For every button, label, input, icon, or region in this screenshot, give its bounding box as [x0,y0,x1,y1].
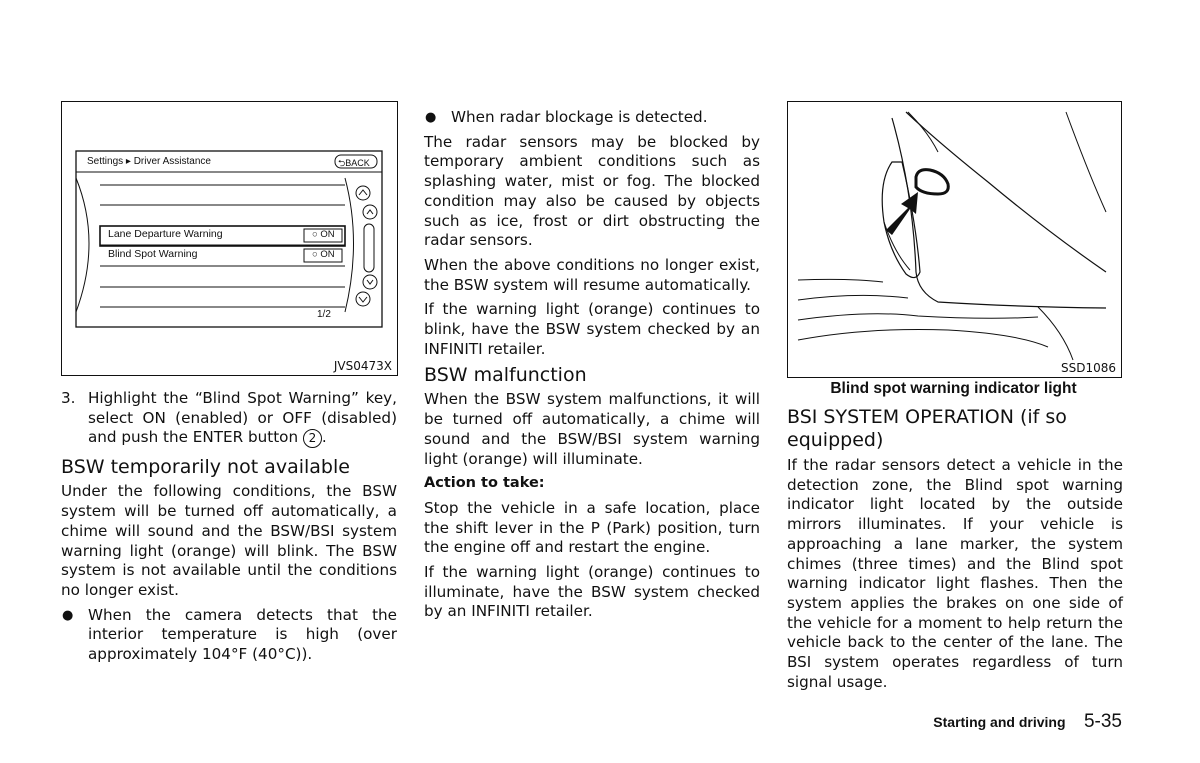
paragraph: Under the following conditions, the BSW system will be turned off automatically, a chime will sound and the BSW/BSI system warning light (orange) will blink. The BSW system is not available until the conditions no longer exist. [61,482,397,599]
bullet-item [424,108,760,128]
enter-button-callout: 2 [303,429,322,448]
paragraph: If the radar sensors detect a vehicle in the detection zone, the Blind spot warning indicator light located by the outside mirrors illuminates. If your vehicle is approaching a lane marker, the system chimes (three times) and the Blind spot warning indicator light flashes. Then the system applies the brakes on one side of the vehicle for a moment to help return the vehicle back to the center of the lane. The BSI system operates regardless of turn signal usage. [787,456,1123,691]
paragraph: If the warning light (orange) continues to blink, have the BSW system checked by an INFINITI retailer. [424,300,760,358]
screen-breadcrumb: Settings ▸ Driver Assistance [87,156,211,167]
bullet-icon: ● [62,607,74,623]
scroll-down-icon[interactable] [363,275,377,289]
bullet-text: When radar blockage is detected. [451,108,708,126]
blind-spot-toggle-label: ○ ON [312,249,335,260]
mirror-illustration [788,102,1121,377]
bullet-text: When the camera detects that the interior temperature is high (over approximately 104°F (40°C)). [88,605,397,664]
indicator-light-figure [787,101,1122,378]
blind-spot-row-label[interactable]: Blind Spot Warning [108,248,198,260]
section-heading: BSW temporarily not available [61,456,350,479]
scroll-bottom-icon[interactable] [356,292,370,306]
bullet-icon: ● [425,110,437,125]
lane-departure-row-label[interactable]: Lane Departure Warning [108,228,223,240]
middle-column [424,108,760,627]
back-arrow-icon: ⮌ [338,158,346,168]
section-heading: BSW malfunction [424,364,587,387]
step-text: Highlight the “Blind Spot Warning” key, select ON (enabled) or OFF (disabled) and push the ENTER button [88,389,397,447]
scroll-up-icon[interactable] [363,205,377,219]
figure-caption: Blind spot warning indicator light [830,380,1077,397]
paragraph: If the warning light (orange) continues to illuminate, have the BSW system checked by an INFINITI retailer. [424,563,760,621]
step-number: 3. [61,389,76,407]
indicator-light-icon [916,170,948,194]
paragraph: When the above conditions no longer exist, the BSW system will resume automatically. [424,255,760,294]
indicator-dot-icon: ○ [312,249,321,260]
paragraph: Stop the vehicle in a safe location, place the shift lever in the P (Park) position, turn the engine off and restart the engine. [424,498,760,557]
lane-departure-toggle-label: ○ ON [312,229,335,240]
page-number: 5-35 [1083,711,1122,732]
section-heading: BSI SYSTEM OPERATION (if so equipped) [787,406,1067,451]
scroll-top-icon[interactable] [356,186,370,200]
indicator-dot-icon: ○ [312,229,321,240]
paragraph: The radar sensors may be blocked by temporary ambient conditions such as splashing water, mist or fog. The blocked condition may also be caused by objects such as ice, frost or dirt obstructing the radar sensors. [424,132,760,250]
settings-screen-figure [61,101,398,376]
paragraph: When the BSW system malfunctions, it will be turned off automatically, a chime will sound and the BSW/BSI system warning light (orange) will illuminate. [424,390,760,468]
back-button-label: ⮌BACK [338,158,370,168]
bullet-item [61,606,397,665]
action-label: Action to take: [424,475,545,492]
right-column [787,406,1123,697]
page-footer [933,711,1122,733]
figure-id: SSD1086 [1060,361,1116,375]
section-name: Starting and driving [933,714,1066,730]
left-column [61,389,397,670]
scrollbar[interactable] [364,224,374,272]
figure-id: JVS0473X [333,359,392,373]
screen-page-indicator: 1/2 [317,309,331,320]
step-3: 3. Highlight the “Blind Spot Warning” key, select ON (enabled) or OFF (disabled) and push the ENTER button 2 . [61,389,397,447]
